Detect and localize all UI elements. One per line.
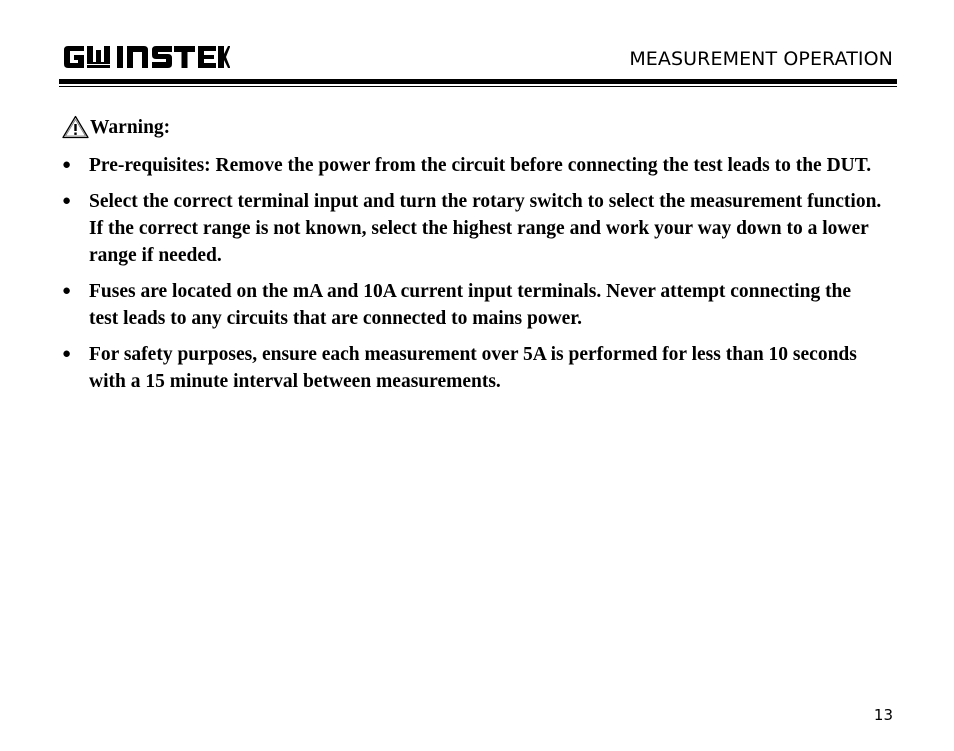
- warning-heading: [62, 115, 170, 139]
- bullet-icon: ●: [62, 283, 72, 299]
- header-rule-thin: [59, 86, 897, 87]
- list-item-text: Select the correct terminal input and turn the rotary switch to select the measurement function. If the correct range is not known, select the highest range and work your way down to a lower range if needed.: [89, 191, 882, 266]
- list-item-text: For safety purposes, ensure each measurement over 5A is performed for less than 10 seconds with a 15 minute interval between measurements.: [89, 344, 857, 392]
- page-number: 13: [873, 706, 893, 724]
- warning-list: [62, 152, 882, 404]
- list-item: [62, 188, 882, 269]
- bullet-icon: ●: [62, 193, 72, 209]
- warning-label: Warning:: [90, 117, 171, 138]
- gw-instek-logo: [62, 42, 230, 72]
- bullet-icon: ●: [62, 346, 72, 362]
- list-item-text: Fuses are located on the mA and 10A current input terminals. Never attempt connecting the test leads to any circuits that are connected to mains power.: [89, 281, 852, 329]
- list-item: [62, 341, 882, 395]
- header-rule-thick: [59, 79, 897, 84]
- bullet-icon: ●: [62, 157, 72, 173]
- section-title: MEASUREMENT OPERATION: [629, 48, 893, 70]
- list-item: [62, 278, 882, 332]
- warning-triangle-icon: [62, 115, 89, 139]
- list-item: [62, 152, 882, 179]
- list-item-text: Pre-requisites: Remove the power from the circuit before connecting the test leads to the DUT.: [89, 155, 872, 176]
